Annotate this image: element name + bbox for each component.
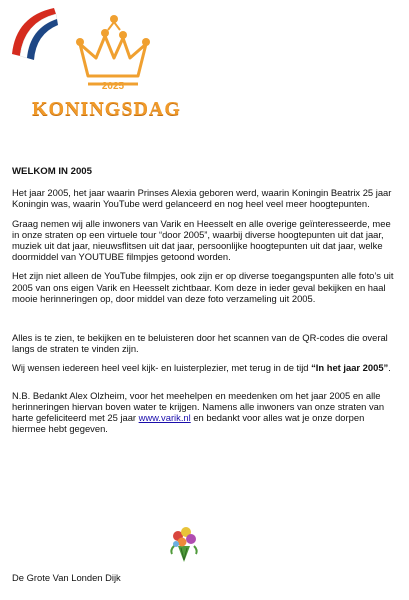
paragraph-wish (12, 362, 400, 373)
spacer (12, 382, 400, 390)
signature: De Grote Van Londen Dijk (12, 572, 121, 583)
letter-heading: WELKOM IN 2005 (12, 166, 92, 177)
crown-flag-icon (10, 6, 180, 101)
koningsdag-logo (10, 6, 180, 126)
letter-body (12, 166, 400, 442)
flower-bouquet-icon (164, 524, 204, 564)
logo-year: 2025 (101, 81, 125, 92)
wish-emphasis: “In het jaar 2005” (311, 362, 389, 374)
paragraph-qr: Alles is te zien, te bekijken en te beluisteren door het scannen van de QR-codes die overal langs de straten te vinden zijn. (12, 332, 388, 355)
wish-text: Wij wensen iedereen heel veel kijk- en luisterplezier, met terug in de tijd (12, 362, 312, 374)
wish-end: . (388, 362, 391, 374)
paragraph-photos: Het zijn niet alleen de YouTube filmpjes, ook zijn er op diverse toegangspunten alle foto’s uit 2005 van ons eigen Varik en Heesselt zichtbaar. Kom deze in ieder geval bekijken en haal mooie herinneringen op, door middel van deze foto verzameling uit 2005. (12, 270, 394, 304)
paragraph-intro: Het jaar 2005, het jaar waarin Prinses Alexia geboren werd, waarin Koningin Beatrix 25 jaar Koningin was, waarin YouTube werd gelanceerd en nog heel veel meer hoogtepunten. (12, 187, 392, 210)
varik-link[interactable]: www.varik.nl (138, 412, 191, 424)
nb-text-end: en bedankt voor alles wat je onze dorpen hiermee hebt gegeven. (12, 412, 365, 435)
nb-text: N.B. Bedankt Alex Olzheim, voor het meehelpen en meedenken om het jaar 2005 en alle herinneringen hiervan boven water te krijgen. Namens alle inwoners van onze straten van harte gefeliciteerd met 25 jaar (12, 389, 385, 424)
logo-wordmark: KONINGSDAG (32, 98, 181, 120)
paragraph-tour: Graag nemen wij alle inwoners van Varik en Heesselt en alle overige geïnteresseerde, mee in onze straten op een virtuele tour “door 2005”, waarbij diverse hoogtepunten uit dat jaar, muziek uit dat jaar, nieuwsflitsen uit dat jaar, persoonlijke hoogtepunten uit dat jaar, welke doormiddel van YOUTUBE filmpjes getoond worden. (12, 217, 391, 263)
spacer (12, 312, 400, 332)
paragraph-nb (12, 390, 400, 435)
